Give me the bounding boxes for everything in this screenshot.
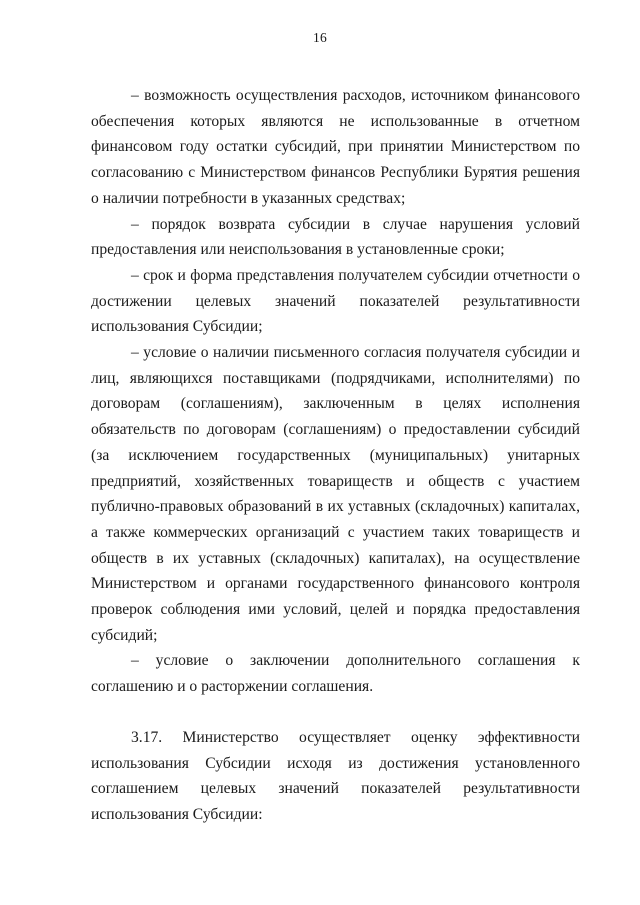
list-item-additional-agreement: – условие о заключении дополнительного соглашения к соглашению и о расторжении соглашения. [91,652,580,696]
paragraph-gap [91,700,580,725]
list-item-reporting-form: – срок и форма представления получателем субсидии отчетности о достижении целевых значений показателей результативности использования Субсидии; [91,266,580,336]
list-item-refund-procedure: – порядок возврата субсидии в случае нарушения условий предоставления или неиспользования в установленные сроки; [91,215,580,259]
page-number: 16 [312,30,328,45]
list-item-expenses-carryover: – возможность осуществления расходов, источником финансового обеспечения которых являются не использованные в отчетном финансовом году остатки субсидий, при принятии Министерством по согласованию с Министерством финансов Республики Бурятия решения о наличии потребности в указанных средствах; [91,87,580,207]
document-body [91,83,580,828]
list-item-written-consent: – условие о наличии письменного согласия получателя субсидии и лиц, являющихся поставщиками (подрядчиками, исполнителями) по договорам (соглашениям), заключенным в целях исполнения обязательств по договорам (соглашениям) о предоставлении субсидий (за исключением государственных (муниципальных) унитарных предприятий, хозяйственных товариществ и обществ с участием публично-правовых образований в их уставных (складочных) капиталах, а также коммерческих организаций с участием таких товариществ и обществ в их уставных (складочных) капиталах), на осуществление Министерством и органами государственного финансового контроля проверок соблюдения ими условий, целей и порядка предоставления субсидий; [91,344,580,644]
section-3-17: 3.17. Министерство осуществляет оценку эффективности использования Субсидии исходя из достижения установленного соглашением целевых значений показателей результативности использования Субсидии: [91,728,580,823]
